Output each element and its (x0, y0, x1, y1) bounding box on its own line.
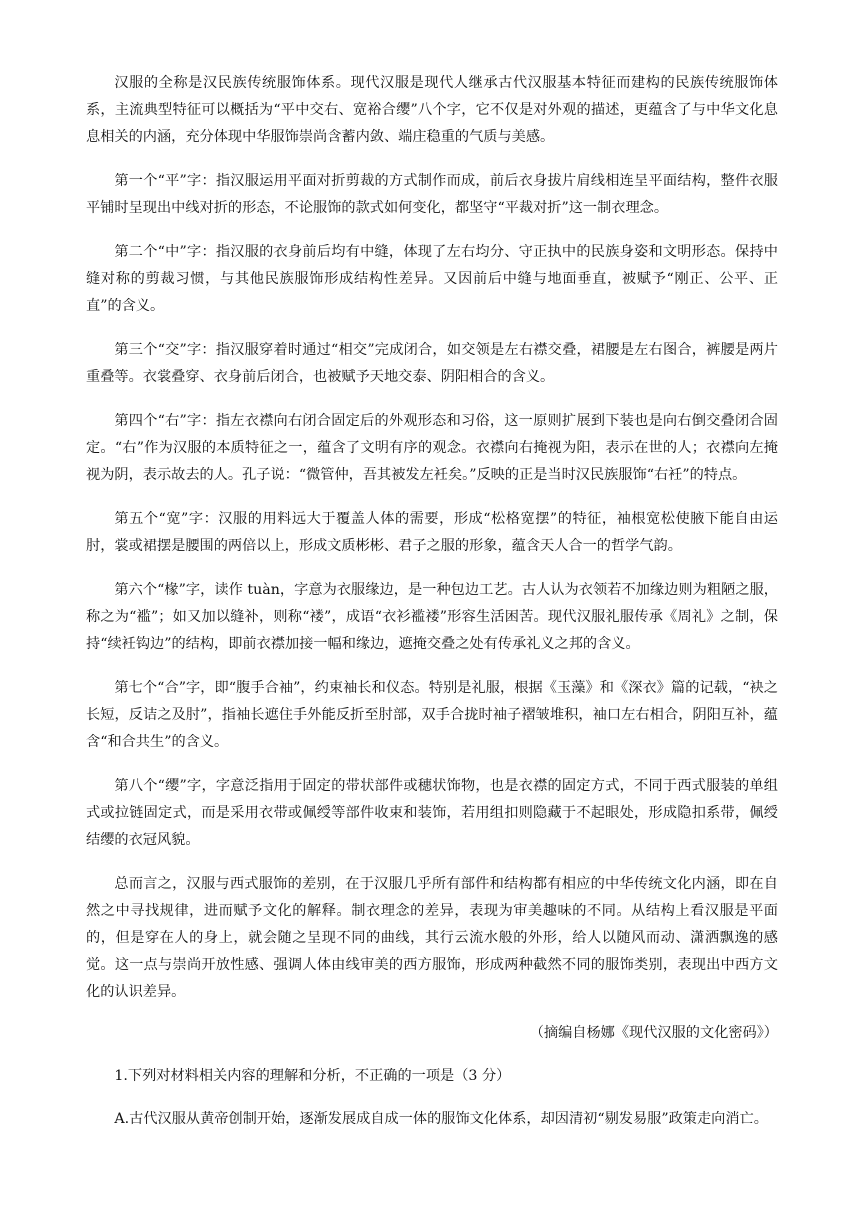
paragraph-kuan: 第五个“宽”字：汉服的用料远大于覆盖人体的需要，形成“松格宽摆”的特征，袖根宽松使腋下能自由运肘，裳或裙摆是腰围的两倍以上，形成文质彬彬、君子之服的形象，蕴含天人合一的哲学气韵。 (86, 511, 778, 554)
option-a: A.古代汉服从黄帝创制开始，逐渐发展成自成一体的服饰文化体系，却因清初“剔发易服”政策走向消亡。 (114, 1111, 768, 1127)
paragraph-jiao: 第三个“交”字：指汉服穿着时通过“相交”完成闭合，如交领是左右襟交叠，裙腰是左右图合，裤腰是两片重叠等。衣裳叠穿、衣身前后闭合，也被赋予天地交泰、阴阳相合的含义。 (86, 342, 778, 385)
paragraph-tuan: 第六个“椽”字，读作 tuàn，字意为衣服缘边，是一种包边工艺。古人认为衣领若不加缘边则为粗陋之服，称之为“褴”；如又加以缝补，则称“褛”，成语“衣衫褴褛”形容生活困苦。现代汉服礼服传承《周礼》之制，保持“续衽钩边”的结构，即前衣襟加接一幅和缘边，遮掩交叠之处有传承礼义之邦的含义。 (86, 582, 778, 652)
document-page (86, 70, 778, 1133)
paragraph-ying: 第八个“缨”字，字意泛指用于固定的带状部件或穗状饰物，也是衣襟的固定方式，不同于西式服装的单组式或拉链固定式，而是采用衣带或佩绶等部件收束和装饰，若用组扣则隐藏于不起眼处，形成隐扣系带，佩绶结缨的衣冠风貌。 (86, 778, 778, 848)
paragraph-ping: 第一个“平”字：指汉服运用平面对折剪裁的方式制作而成，前后衣身拔片肩线相连呈平面结构，整件衣服平铺时呈现出中线对折的形态，不论服饰的款式如何变化，都坚守“平裁对折”这一制衣理念。 (86, 173, 778, 216)
question-1: 1.下列对材料相关内容的理解和分析，不正确的一项是（3 分） (114, 1068, 511, 1084)
paragraph-he: 第七个“合”字，即“腹手合袖”，约束袖长和仪态。特别是礼服，根据《玉藻》和《深衣》篇的记载，“袂之长短，反诘之及肘”，指袖长遮住手外能反折至肘部，双手合拢时袖子褶皱堆积，袖口左右相合，阴阳互补，蕴含“和合共生”的含义。 (86, 680, 778, 750)
paragraph-you: 第四个“右”字：指左衣襟向右闭合固定后的外观形态和习俗，这一原则扩展到下装也是向右倒交叠闭合固定。“右”作为汉服的本质特征之一，蕴含了文明有序的观念。衣襟向右掩视为阳，表示在世的人；衣襟向左掩视为阴，表示故去的人。孔子说：“微管仲，吾其被发左衽矣。”反映的正是当时汉民族服饰“右衽”的特点。 (86, 413, 778, 483)
source-citation: （摘编自杨娜《现代汉服的文化密码》） (529, 1025, 778, 1041)
paragraph-conclusion: 总而言之，汉服与西式服饰的差别，在于汉服几乎所有部件和结构都有相应的中华传统文化内涵，即在自然之中寻找规律，进而赋予文化的解释。制衣理念的差异，表现为审美趣味的不同。从结构上看汉服是平面的，但是穿在人的身上，就会随之呈现不同的曲线，其行云流水般的外形，给人以随风而动、潇洒飘逸的感觉。这一点与崇尚开放性感、强调人体由线审美的西方服饰，形成两种截然不同的服饰类别，表现出中西方文化的认识差异。 (86, 876, 778, 1000)
paragraph-intro: 汉服的全称是汉民族传统服饰体系。现代汉服是现代人继承古代汉服基本特征而建构的民族传统服饰体系，主流典型特征可以概括为“平中交右、宽裕合缨”八个字，它不仅是对外观的描述，更蕴含了与中华文化息息相关的内涵，充分体现中华服饰崇尚含蓄内敛、端庄稳重的气质与美感。 (86, 75, 778, 145)
paragraph-zhong: 第二个“中”字：指汉服的衣身前后均有中缝，体现了左右均分、守正执中的民族身姿和文明形态。保持中缝对称的剪裁习惯，与其他民族服饰形成结构性差异。又因前后中缝与地面垂直，被赋予“刚正、公平、正直”的含义。 (86, 244, 778, 314)
